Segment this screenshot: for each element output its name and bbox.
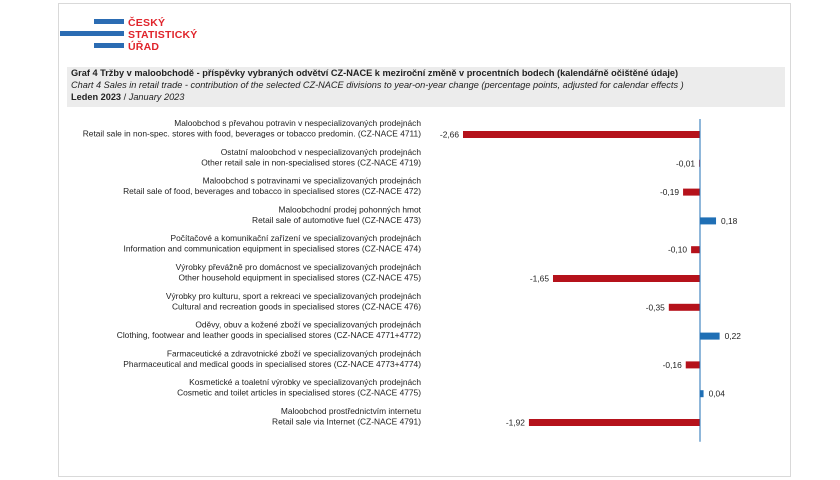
- bar: [700, 217, 716, 224]
- chart-title-en: Chart 4 Sales in retail trade - contribution of the selected CZ-NACE divisions to year-on-year change (percentage points, adjusted for calendar effects ): [71, 80, 684, 90]
- category-label-en: Retail sale in non-spec. stores with food, beverages or tobacco predomin. (CZ-NACE 4711): [82, 128, 421, 139]
- value-label: -1,65: [529, 273, 549, 284]
- value-label: -0,35: [645, 302, 665, 313]
- category-label-cz: Kosmetické a toaletní výrobky ve specializovaných prodejnách: [189, 377, 421, 388]
- logo-line-2: STATISTICKÝ: [128, 29, 198, 41]
- bar: [691, 246, 700, 253]
- category-label-cz: Maloobchodní prodej pohonných hmot: [278, 204, 421, 215]
- bar: [529, 419, 700, 426]
- value-label: -1,92: [505, 417, 525, 428]
- value-label: 0,18: [721, 215, 738, 226]
- logo-line-3: ÚŘAD: [128, 41, 160, 53]
- category-label-en: Clothing, footwear and leather goods in specialised stores (CZ-NACE 4771+4772): [116, 330, 421, 341]
- category-label-cz: Oděvy, obuv a kožené zboží ve specializovaných prodejnách: [195, 319, 421, 330]
- bar: [669, 304, 700, 311]
- category-label-en: Retail sale via Internet (CZ-NACE 4791): [272, 416, 421, 427]
- category-label-en: Retail sale of automotive fuel (CZ-NACE 473): [252, 214, 421, 225]
- category-label-en: Cosmetic and toilet articles in specialised stores (CZ-NACE 4775): [177, 387, 421, 398]
- logo-line-1: ČESKÝ: [128, 17, 166, 29]
- category-label-en: Pharmaceutical and medical goods in specialised stores (CZ-NACE 4773+4774): [123, 358, 421, 369]
- category-label-en: Other retail sale in non-specialised stores (CZ-NACE 4719): [201, 157, 421, 168]
- chart-title-cz: Graf 4 Tržby v maloobchodě - příspěvky vybraných odvětví CZ-NACE k meziroční změně v procentních bodech (kalendářně očištěné údaje): [71, 68, 679, 78]
- bar: [700, 333, 720, 340]
- bar: [463, 131, 700, 138]
- category-label-en: Cultural and recreation goods in specialised stores (CZ-NACE 476): [171, 301, 421, 312]
- value-label: -0,16: [662, 359, 682, 370]
- bar: [686, 361, 700, 368]
- value-label: 0,22: [724, 331, 741, 342]
- period-cz: Leden 2023: [71, 92, 122, 102]
- category-label-cz: Maloobchod s potravinami ve specializovaných prodejnách: [202, 175, 421, 186]
- category-label-en: Information and communication equipment in specialised stores (CZ-NACE 474): [123, 243, 421, 254]
- category-label-cz: Výrobky pro kulturu, sport a rekreaci ve specializovaných prodejnách: [165, 290, 421, 301]
- bar: [683, 189, 700, 196]
- period-en: January 2023: [128, 92, 185, 102]
- bar: [700, 390, 704, 397]
- value-label: 0,04: [708, 388, 725, 399]
- category-label-cz: Farmaceutické a zdravotnické zboží ve specializovaných prodejnách: [166, 348, 421, 359]
- value-label: -2,66: [439, 129, 459, 140]
- category-label-cz: Maloobchod s převahou potravin v nespecializovaných prodejnách: [174, 118, 421, 128]
- category-label-cz: Počítačové a komunikační zařízení ve specializovaných prodejnách: [170, 233, 421, 244]
- category-label-en: Other household equipment in specialised stores (CZ-NACE 475): [178, 272, 421, 283]
- category-label-cz: Ostatní maloobchod v nespecializovaných prodejnách: [220, 146, 421, 157]
- period-separator: /: [121, 92, 129, 102]
- category-label-en: Retail sale of food, beverages and tobacco in specialised stores (CZ-NACE 472): [123, 186, 421, 197]
- category-label-cz: Maloobchod prostřednictvím internetu: [280, 406, 421, 416]
- category-label-cz: Výrobky převážně pro domácnost ve specializovaných prodejnách: [175, 262, 421, 272]
- bar: [553, 275, 700, 282]
- value-label: -0,19: [659, 187, 680, 198]
- value-label: -0,10: [667, 244, 688, 255]
- value-label: -0,01: [676, 158, 696, 169]
